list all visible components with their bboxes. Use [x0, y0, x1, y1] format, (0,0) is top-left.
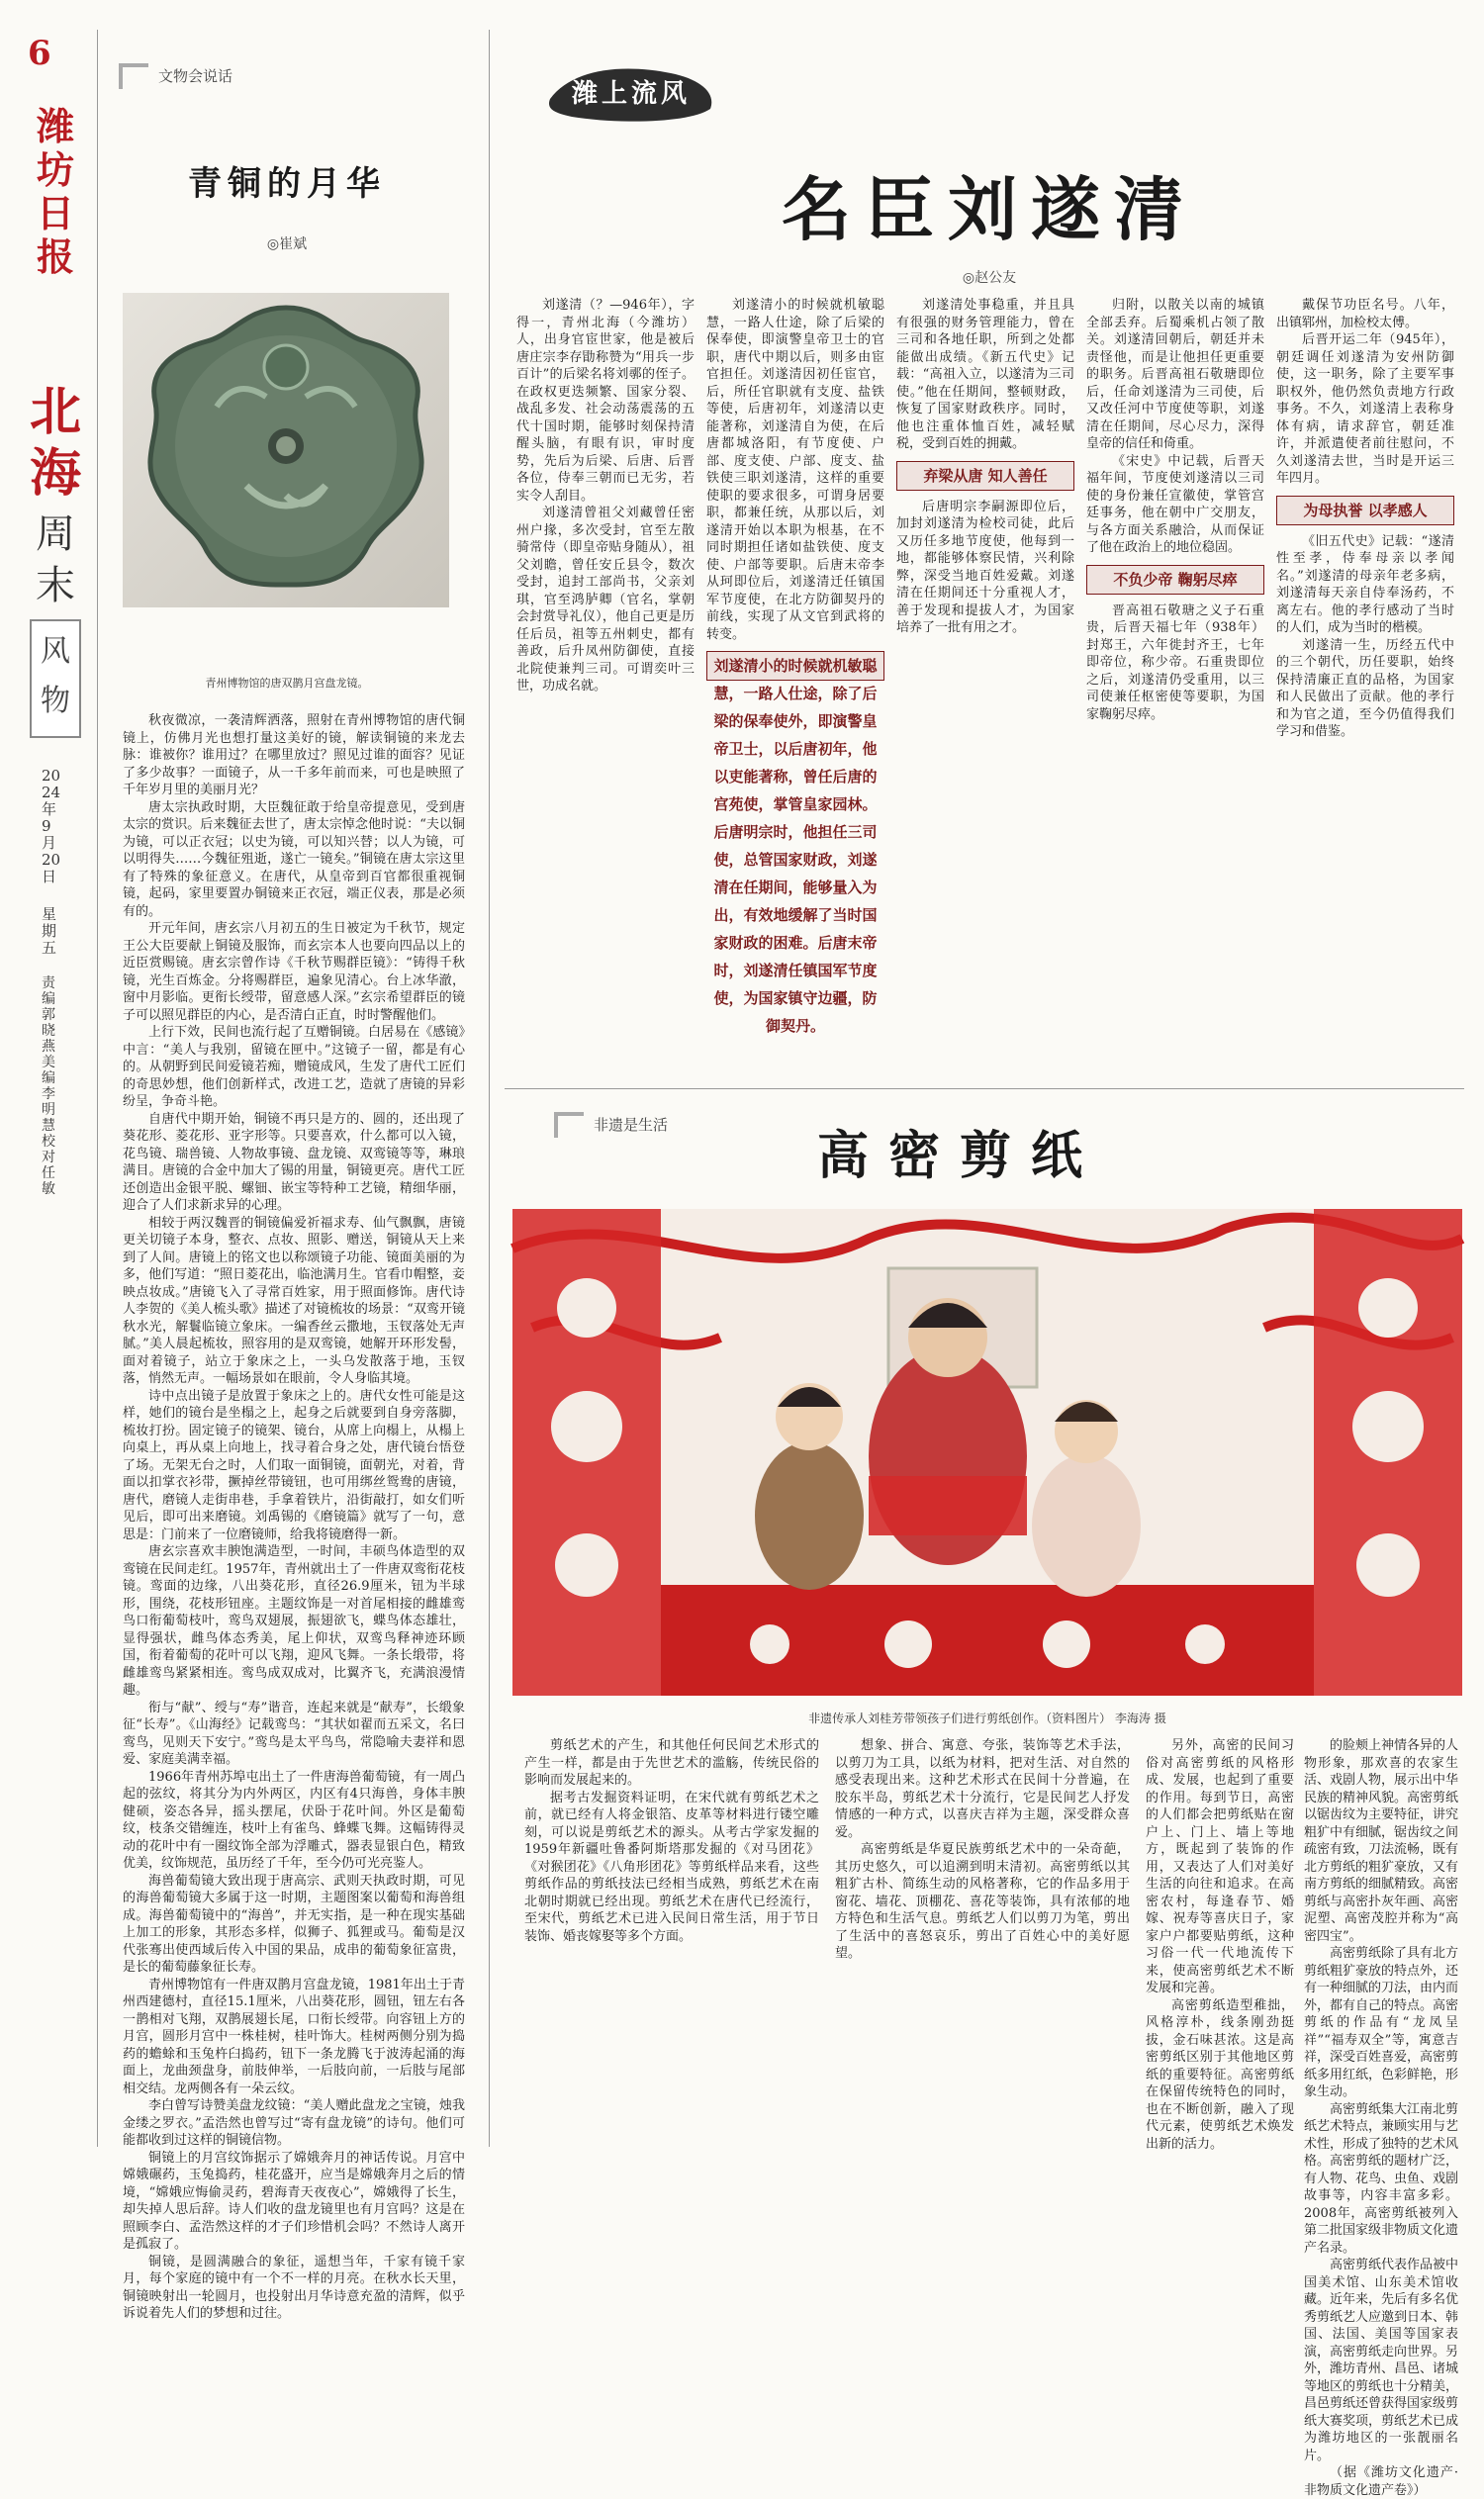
paragraph: 衔与“献”、绶与“寿”谐音，连起来就是“献寿”，长缎象征“长寿”。《山海经》记载鸾鸟：“其状如翟而五采文，名曰鸾鸟，见则天下安宁。”鸾鸟是太平鸟鸟，常隐喻夫妻祥和恩爱、家庭美满幸福。 [123, 1700, 465, 1767]
paragraph: 后晋开运二年（945年），朝廷调任刘遂清为安州防御使，这一职务，除了主要军事职权外，他仍然负责地方行政事务。不久，刘遂清上表称身体有病，请求辞官，朝廷准许，并派遣使者前往慰问，不久刘遂清去世，当时是开运三年四月。 [1276, 332, 1454, 486]
paragraph: 据考古发掘资料证明，在宋代就有剪纸艺术之前，就已经有人将金银箔、皮革等材料进行镂空雕刻，可以说是剪纸艺术的源头。从考古学家发掘的1959年新疆吐鲁番阿斯塔那发掘的《对马团花》《对猴团花》《八角形团花》等剪纸样品来看，这些剪纸作品的剪纸技法已经相当成熟，剪纸艺术在南北朝时期就已经出现。剪纸艺术在唐代已经流行，至宋代，剪纸艺术已进入民间日常生活，用于节日装饰、婚丧嫁娶等多个方面。 [524, 1790, 819, 1944]
article-papercut-col-4 [1304, 1737, 1459, 2498]
article-right-col-5 [1276, 297, 1454, 1080]
subhead-loyalty: 弃梁从唐 知人善任 [896, 461, 1074, 491]
paragraph: 李白曾写诗赞美盘龙纹镜：“美人赠此盘龙之宝镜，烛我金缕之罗衣。”孟浩然也曾写过“寄有盘龙镜”的诗句。他们可能都收到过这样的铜镜信物。 [123, 2098, 465, 2148]
section-bracket-icon [554, 1112, 584, 1138]
paragraph: 高密剪纸造型稚拙，风格淳朴，线条刚劲挺拔，金石味甚浓。这是高密剪纸区别于其他地区剪纸的重要特征。高密剪纸在保留传统特色的同时，也在不断创新，融入了现代元素，使剪纸艺术焕发出新的活力。 [1146, 1997, 1294, 2152]
paragraph: 刘遂清（？—946年），字得一，青州北海（今潍坊）人，出身官宦世家，他是被后唐庄宗李存勖称赞为“用兵一步百计”的后梁名将刘鄩的侄子。在政权更迭频繁、国家分裂、战乱多发、社会动荡震荡的五代十国时期，能够时刻保持清醒头脑，有眼有识，审时度势，先后为后梁、后唐、后晋各位，侍奉三朝而已无劣，若实令人刮目。 [516, 298, 695, 504]
source-note: （据《潍坊文化遗产·非物质文化遗产卷》） [1304, 2465, 1458, 2498]
paragraph: 相较于两汉魏晋的铜镜偏爱祈福求寿、仙气飘飘，唐镜更关切镜子本身，整衣、点妆、照影、赠送，铜镜从天上来到了人间。唐镜上的铭文也以称颂镜子功能、镜面美丽的为多，他们写道：“照日菱花出，临池满月生。官看巾帽整，妾映点妆成。”唐镜飞入了寻常百姓家，用于照面修饰。唐代诗人李贺的《美人梳头歌》描述了对镜梳妆的场景：“双鸾开镜秋水光，解鬟临镜立象床。一编香丝云撒地，玉钗落处无声腻。”美人晨起梳妆，照容用的是双鸾镜，她解开环形发髻，面对着镜子，站立于象床之上，一头乌发散落于地，玉钗落，悄然无声。一幅场景如在眼前，令人身临其境。 [123, 1215, 465, 1386]
papercut-scene-illustration [512, 1209, 1462, 1696]
subhead-devotion: 不负少帝 鞠躬尽瘁 [1086, 565, 1264, 595]
paragraph: 唐玄宗喜欢丰腴饱满造型，一时间，丰硕鸟体造型的双鸾镜在民间走红。1957年，青州就出土了一件唐双鸾衔花枝镜。鸾面的边缘，八出葵花形，直径26.9厘米，钮为半球形，围绕，花枝形钮座。主题纹饰是一对首尾相接的雌雄鸾鸟口衔葡萄枝叶，鸾鸟双翅展，振翅欲飞，蝶鸟体态雄壮，显得强状，雌鸟体态秀美，尾上仰状，双鸾鸟释神迹环顾国，衔着葡萄的花叶可以飞翔，迎风飞舞。一条长缎带，将雌雄鸾鸟紧紧相连。鸾鸟成双成对，比翼齐飞，充满浪漫情趣。 [123, 1544, 465, 1698]
issue-date: 2024年9月20日 [42, 767, 61, 885]
paragraph: 上行下效，民间也流行起了互赠铜镜。白居易在《感镜》中言：“美人与我别，留镜在匣中。”这镜子一留，都是有心的。从朝野到民间爱镜若痴，赠镜成风，生发了唐代工匠们的奇思妙想，他们创新样式，改进工艺，造就了唐镜的异彩纷呈，争奇斗艳。 [123, 1025, 465, 1109]
article-papercut-col-2 [835, 1737, 1130, 2143]
column-divider [489, 30, 490, 2147]
article-left-body [123, 712, 465, 2321]
paragraph: 高密剪纸集大江南北剪纸艺术特点，兼顾实用与艺术性，形成了独特的艺术风格。高密剪纸的题材广泛，有人物、花鸟、虫鱼、戏剧故事等，内容丰富多彩。2008年，高密剪纸被列入第二批国家级非物质文化遗产名录。 [1304, 2101, 1459, 2256]
paragraph: 戴保节功臣名号。八年，出镇郓州，加检校太傅。 [1276, 298, 1454, 330]
weekly-name-sub: 周末 [36, 511, 75, 608]
paragraph: 高密剪纸代表作品被中国美术馆、山东美术馆收藏。近年来，先后有多名优秀剪纸艺人应邀到日本、韩国、法国、美国等国家表演，高密剪纸走向世界。另外，潍坊青州、昌邑、诸城等地区的剪纸也十分精美，昌邑剪纸还曾获得国家级剪纸大赛奖项，剪纸艺术已成为潍坊地区的一张靓丽名片。 [1304, 2258, 1459, 2463]
article-papercut-col-1 [524, 1737, 819, 2143]
paragraph: 想象、拼合、寓意、夸张，装饰等艺术手法，以剪刀为工具，以纸为材料，把对生活、对自然的感受表现出来。这种艺术形式在民间十分普遍，在胶东半岛，剪纸艺术十分流行，它是民间艺人抒发情感的一种方式，以喜庆吉祥为主题，深受群众喜爱。 [835, 1738, 1130, 1840]
article-papercut-title: 高密剪纸 [816, 1126, 1102, 1186]
section-right-label: 潍上流风 [571, 79, 691, 109]
article-right-col-3 [896, 297, 1074, 1080]
paper-name: 潍坊日报 [36, 104, 74, 279]
page-number: 6 [28, 34, 51, 73]
subhead-ability: 刘遂清小的时候就机敏聪慧，一路人仕途，除了后梁的保奉使外，即演警皇帝卫士，以后唐初年，他以吏能著称，曾任后唐的宫苑使，掌管皇家园林。后唐明宗时，他担任三司使，总管国家财政，刘遂清在任期间，能够量入为出，有效地缓解了当时国家财政的困难。后唐末帝时，刘遂清任镇国军节度使，为国家镇守边疆，防御契丹。 [706, 651, 884, 681]
masthead-divider [97, 30, 98, 2147]
section-right-header [542, 59, 720, 129]
article-right-col-4 [1086, 297, 1264, 1080]
paragraph: 的脸颊上神情各异的人物形象，那欢喜的农家生活、戏剧人物，展示出中华民族的精神风貌。高密剪纸以锯齿纹为主要特征，讲究粗犷中有细腻，锯齿纹之间疏密有致，刀法流畅，既有北方剪纸的粗犷豪放，又有南方剪纸的细腻精致。高密剪纸与高密扑灰年画、高密泥塑、高密茂腔并称为“高密四宝”。 [1304, 1738, 1459, 1944]
paragraph: 剪纸艺术的产生，和其他任何民间艺术形式的产生一样，都是由于先世艺术的滥觞，传统民俗的影响而发展起来的。 [524, 1738, 819, 1788]
paragraph: 青州博物馆有一件唐双鹊月宫盘龙镜，1981年出土于青州西建德村，直径15.1厘米，八出葵花形，圆钮，钮左右各一鹊相对飞翔，双鹊展翅长尾，口衔长绶带。向容钮上方的月宫，圆形月宫中一株桂树，桂叶饰大。桂树两侧分别为捣药的蟾蜍和玉兔杵臼捣药，钮下一条龙腾飞于波涛起涌的海面上，龙曲颈盘身，前肢伸举，一后肢向前，一后肢与尾部相交结。龙两侧各有一朵云纹。 [123, 1977, 465, 2096]
paragraph: 自唐代中期开始，铜镜不再只是方的、圆的，还出现了葵花形、菱花形、亚字形等。只要喜欢，什么都可以入镜，花鸟镜、瑞兽镜、人物故事镜、盘龙镜、双鸾镜等等，琳琅满目。唐镜的合金中加大了锡的用量，铜镜更亮。唐代工匠还创造出金银平脱、螺钿、嵌宝等特种工艺镜，精细华丽，迎合了人们求新求异的心理。 [123, 1111, 465, 1213]
weekly-name-main: 北海 [29, 382, 81, 504]
paragraph: 刘遂清小的时候就机敏聪慧，一路人仕途，除了后梁的保奉使，即演警皇帝卫士的官职，唐代中期以后，则多由宦官担任。刘遂清因初任宦官，后，所任官职就有支度、盐铁等使，后唐初年，刘遂清以吏能著称，刘遂清自为使，在后唐都城洛阳，有节度使、户部、度支使、户部、度支、盐铁使三职刘遂清，这样的重要使职的要求很多，可谓身居要职，都兼任统，从那以后，刘遂清开始以本职为根基，在不同时期担任诸如盐铁使、度支使、户部等要职。后唐末帝李从珂即位后，刘遂清迁任镇国军节度使，在北方防御契丹的前线，实现了从文官到武将的转变。 [706, 298, 884, 642]
paragraph: 1966年青州苏埠屯出土了一件唐海兽葡萄镜，有一周凸起的弦纹，将其分为内外两区，内区有4只海兽，身体丰腴健硕，姿态各异，摇头摆尾，伏卧于花叶间。外区是葡萄纹，枝条交错缠连，枝叶上有雀鸟、蜂蝶飞舞。这幅铸得灵动的花叶中有一圈纹饰全部为浮雕式，器表显银白色，精致优美，纹饰规范，虽历经了千年，至今仍可光亮鉴人。 [123, 1769, 465, 1871]
article-right-col-1 [516, 297, 695, 1080]
article-right-title: 名臣刘遂清 [782, 168, 1197, 250]
section-left-header [119, 63, 416, 89]
section-divider [505, 1088, 1464, 1089]
section-heritage-label: 非遗是生活 [594, 1116, 669, 1134]
paragraph: 后唐明宗李嗣源即位后，加封刘遂清为检校司徒，此后又历任多地节度使，他每到一地，都能够体察民情，兴利除弊，深受当地百姓爱戴。刘遂清在任期间还十分重视人才，善于发现和提拔人才，为国家培养了一批有用之才。 [896, 499, 1074, 635]
subhead-filial: 为母执誉 以孝感人 [1276, 496, 1454, 525]
paragraph: 《宋史》中记载，后晋天福年间，节度使刘遂清以三司使的身份兼任宣徽使，掌管宫廷事务，他在朝中广交朋友，与各方面关系融洽，从而保证了他在政治上的地位稳固。 [1086, 453, 1264, 555]
section-bracket-icon [119, 63, 148, 89]
paragraph: 唐太宗执政时期，大臣魏征敢于给皇帝提意见，受到唐太宗的赏识。后来魏征去世了，唐太宗悼念他时说：“夫以铜为镜，可以正衣冠；以史为镜，可以知兴替；以人为镜，可以明得失……今魏征殂逝，遂亡一镜矣。”铜镜在唐太宗这里有了特殊的象征意义。在唐代，从皇帝到百官都很重视铜镜，起码，家里要置办铜镜来正衣冠，端正仪表，那是必须有的。 [123, 799, 465, 919]
article-left-author: ◎崔斌 [266, 236, 308, 252]
paragraph: 晋高祖石敬瑭之义子石重贵，后晋天福七年（938年）封郑王，六年徙封齐王，七年即帝位，称少帝。石重贵即位之后，刘遂清仍受重用，以三司使兼任枢密使等要职，为国家鞠躬尽瘁。 [1086, 602, 1264, 722]
paragraph: 《旧五代史》记载：“遂清性至孝，侍奉母亲以孝闻名。”刘遂清的母亲年老多病，刘遂清每天亲自侍奉汤药，不离左右。他的孝行感动了当时的人们，成为当时的楷模。 [1276, 533, 1454, 635]
paragraph: 秋夜微凉，一袭清辉洒落，照射在青州博物馆的唐代铜镜上，仿佛月光也想打量这美好的镜，解读铜镜的来龙去脉：谁被你？谁用过？在哪里放过？照见过谁的面容？见证了多少故事？一面镜子，从一千多年前而来，可也是映照了千年岁月里的美丽月光？ [123, 713, 465, 797]
masthead [22, 26, 89, 2143]
paragraph: 开元年间，唐玄宗八月初五的生日被定为千秋节，规定王公大臣要献上铜镜及服饰，而玄宗本人也要向四品以上的近臣赏赐镜。唐玄宗曾作诗《千秋节赐群臣镜》：“铸得千秋镜，光生百炼金。分将赐群臣，遍象见清心。台上冰华澈，窗中月影临。更衔长绶带，留意感人深。”玄宗希望群臣的镜子可以照见群臣的内心，是否清白正直，时时警醒他们。 [123, 921, 465, 1023]
paragraph: 高密剪纸是华夏民族剪纸艺术中的一朵奇葩，其历史悠久，可以追溯到明末清初。高密剪纸以其粗犷古朴、简练生动的风格著称，它的作品多用于窗花、墙花、顶棚花、喜花等装饰，具有浓郁的地方特色和生活气息。剪纸艺人们以剪刀为笔，剪出了生活中的喜怒哀乐，剪出了百姓心中的美好愿望。 [835, 1842, 1130, 1961]
paragraph: 刘遂清一生，历经五代中的三个朝代，历任要职，始终保持清廉正直的品格，为国家和人民做出了贡献。他的孝行和为官之道，至今仍值得我们学习和借鉴。 [1276, 637, 1454, 739]
paragraph: 铜镜上的月宫纹饰据示了嫦娥奔月的神话传说。月宫中嫦娥碾药，玉兔捣药，桂花盛开，应当是嫦娥奔月之后的情境，“嫦娥应悔偷灵药，碧海青天夜夜心”，嫦娥得了长生，却失掉人思后辞。诗人们收的盘龙镜里也有月宫吗？这是在照顾李白、孟浩然这样的才子们珍惜机会吗？不然诗人离开是孤寂了。 [123, 2150, 465, 2252]
mirror-photo-caption: 青州博物馆的唐双鹊月宫盘龙镜。 [205, 677, 369, 690]
paragraph: 诗中点出镜子是放置于象床之上的。唐代女性可能是这样，她们的镜台是坐榻之上，起身之后就要到自身旁落脚，梳妆打扮。固定镜子的镜架、镜台，从席上向榻上，从榻上向桌上，再从桌上向地上，找寻着合身之处，唐代镜台悟登了场。无架无台之时，人们取一面铜镜，面朝光，对着，背面以扣掌衣衫带，撅掉丝带镜钮，也可用绑丝鸳鸯的唐镜，唐代，磨镜人走街串巷，手拿着铁片，沿街敲打，如女们听见后，即可出来磨镜。刘禹锡的《磨镜篇》就写了一句，意思是：门前来了一位磨镜师，给我将镜磨得一新。 [123, 1388, 465, 1542]
paragraph: 刘遂清处事稳重，并且具有很强的财务管理能力，曾在三司和各地任职，所到之处都能做出成绩。《新五代史》记载：“高祖入立，以遂清为三司使。”他在任期间，整顿财政，恢复了国家财政秩序。同时，他也注重体恤百姓，减轻赋税，受到百姓的拥戴。 [896, 298, 1074, 451]
paragraph: 刘遂清曾祖父刘藏曾任密州户掾，多次受封，官至左散骑常侍（即皇帝贴身随从），祖父刘瞻，曾任安丘县令，数次受封，追封工部尚书，父亲刘琪，官至鸿胪卿（官名，掌朝会封赏导礼仪），他自己更是历任后员，祖等五州刺史，都有善政，后升凤州防御使，直接北院使兼判三司。可谓奕叶三世，功成名就。 [516, 506, 695, 694]
paragraph: 铜镜，是圆满融合的象征，遥想当年，千家有镜千家月，每个家庭的镜中有一个不一样的月亮。在秋水长天里，铜镜映射出一轮圆月，也投射出月华诗意充盈的清辉，似乎诉说着先人们的梦想和过往。 [123, 2254, 465, 2321]
section-label: 风物 [30, 619, 81, 738]
papercut-photo-caption: 非遗传承人刘桂芳带领孩子们进行剪纸创作。（资料图片） 李海涛 摄 [808, 1712, 1166, 1725]
paragraph: 另外，高密的民间习俗对高密剪纸的风格形成、发展，也起到了重要的作用。每到节日，高密的人们都会把剪纸贴在窗户上、门上、墙上等地方，既起到了装饰的作用，又表达了人们对美好生活的向往和追求。在高密农村，每逢春节、婚嫁、祝寿等喜庆日子，家家户户都要贴剪纸，这种习俗一代一代地流传下来，使高密剪纸艺术不断发展和完善。 [1146, 1738, 1294, 1995]
paragraph: 归附，以散关以南的城镇全部丢弃。后蜀乘机占领了散关。刘遂清回朝后，朝廷并未责怪他，而是让他担任更重要的职务。后晋高祖石敬瑭即位后，任命刘遂清为三司使，后又改任河中节度使等职，刘遂清在任期间，尽心尽力，深得皇帝的信任和倚重。 [1086, 298, 1264, 451]
bronze-mirror-photo [123, 293, 449, 607]
issue-weekday: 星期五 [42, 905, 57, 957]
paragraph: 海兽葡萄镜大致出现于唐高宗、武则天执政时期，可见的海兽葡萄镜大多属于这一时期，主题图案以葡萄和海兽组成。海兽葡萄镜中的“海兽”，并无实指，是一种在现实基础上加工的形象，其形态多样，似狮子、狐狸或马。葡萄是汉代张骞出使西域后传入中国的果品，成串的葡萄象征富贵，是长的葡萄藤象征长寿。 [123, 1873, 465, 1975]
editor-credits: 责编 郭晓燕 美编 李明慧 校对 任敏 [42, 975, 55, 1197]
papercut-photo [512, 1209, 1462, 1696]
article-right-author: ◎赵公友 [962, 270, 1017, 286]
article-papercut-col-3 [1146, 1737, 1294, 2152]
section-left-label: 文物会说话 [158, 67, 233, 85]
bronze-mirror-illustration [123, 293, 449, 607]
paragraph: 高密剪纸除了具有北方剪纸粗犷豪放的特点外，还有一种细腻的刀法，由内而外，都有自己的特点。高密剪纸的作品有“龙凤呈祥”“福寿双全”等，寓意吉祥，深受百姓喜爱，高密剪纸多用红纸，色彩鲜艳，形象生动。 [1304, 1946, 1459, 2099]
article-right-col-2 [706, 297, 884, 1080]
article-left-title: 青铜的月华 [188, 164, 386, 204]
